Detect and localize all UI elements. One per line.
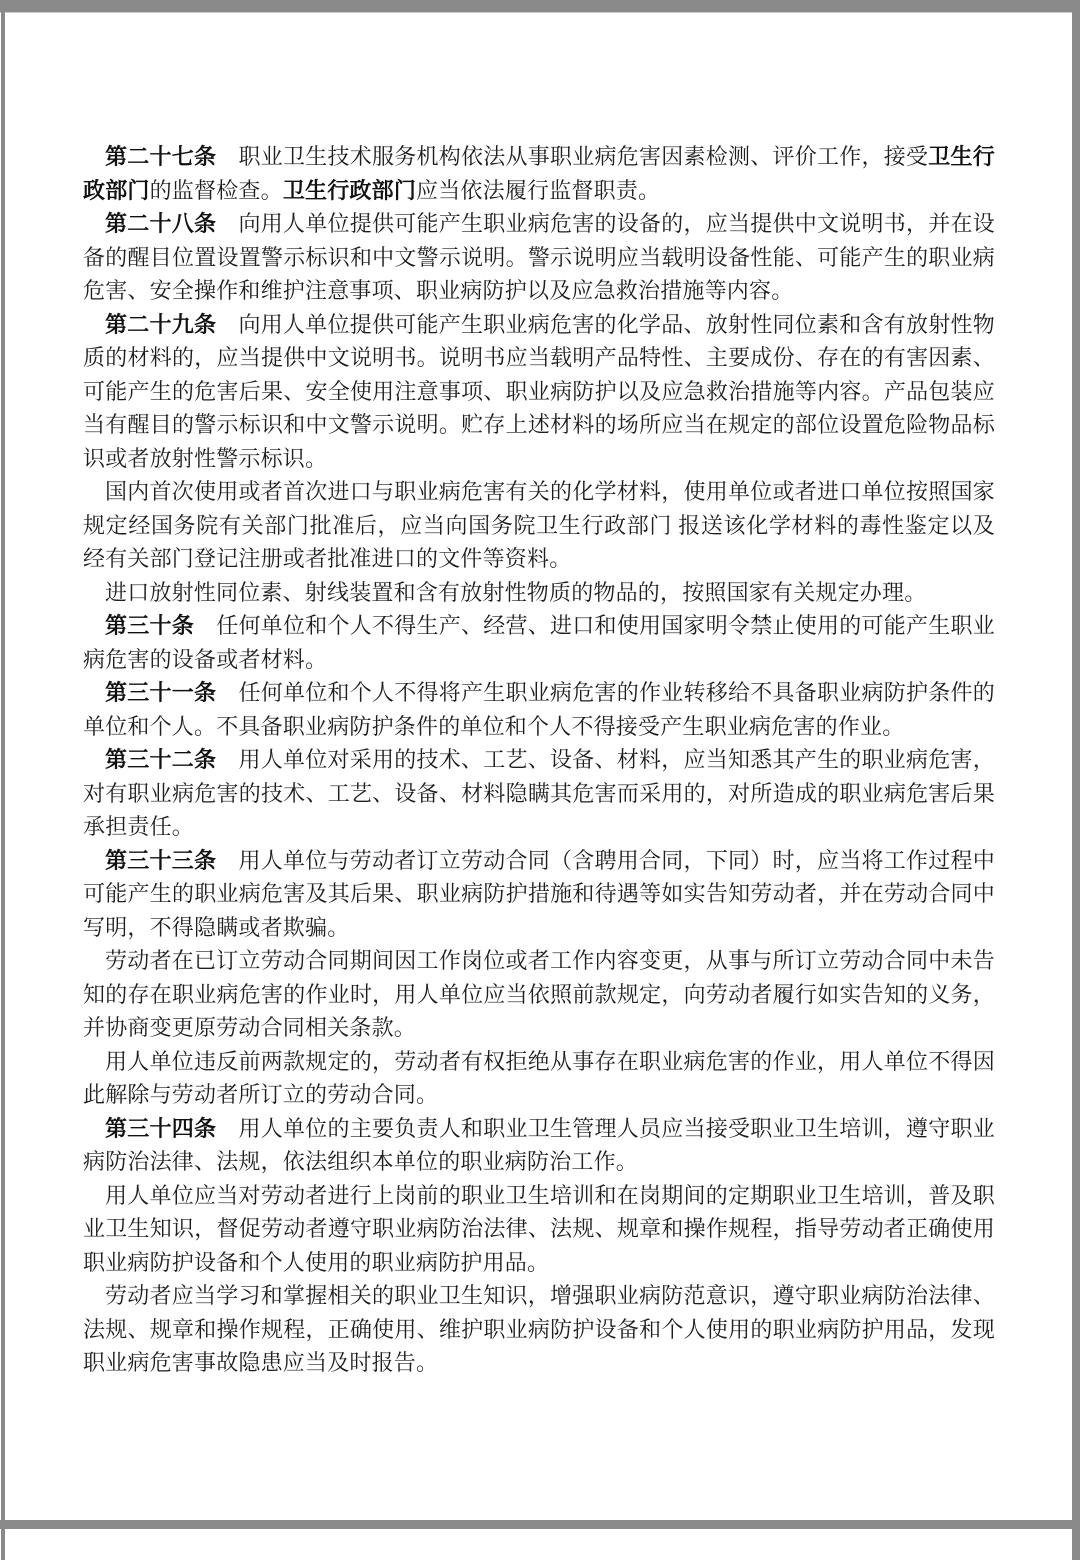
article-number: 第二十八条	[105, 211, 217, 236]
article-number: 第二十七条	[105, 144, 217, 169]
text-segment: 应当依法履行监督职责。	[416, 177, 661, 203]
text-segment: 用人单位与劳动者订立劳动合同（含聘用合同，下同）时，应当将工作过程中可能产生的职业病危害及其后果、职业病防护措施和待遇等如实告知劳动者，并在劳动合同中写明，不得隐瞒或者欺骗。	[83, 847, 995, 940]
text-segment: 向用人单位提供可能产生职业病危害的设备的，应当提供中文说明书，并在设备的醒目位置设置警示标识和中文警示说明。警示说明应当载明设备性能、可能产生的职业病危害、安全操作和维护注意事项、职业病防护以及应急救治措施等内容。	[83, 211, 995, 303]
article-number: 第三十二条	[105, 747, 217, 772]
article-28-paragraph	[83, 207, 995, 308]
text-segment: 国内首次使用或者首次进口与职业病危害有关的化学材料，使用单位或者进口单位按照国家规定经国务院有关部门批准后，应当向国务院卫生行政部门 报送该化学材料的毒性鉴定以及经有关部门登记注册或者批准进口的文件等资料。	[83, 479, 995, 571]
text-segment: 用人单位的主要负责人和职业卫生管理人员应当接受职业卫生培训，遵守职业病防治法律、法规，依法组织本单位的职业病防治工作。	[83, 1115, 995, 1174]
article-number: 第三十一条	[105, 680, 217, 705]
article-number: 第三十四条	[105, 1115, 217, 1141]
text-segment: 的监督检查。	[149, 177, 283, 203]
article-29-clause-2-paragraph	[83, 475, 995, 576]
article-number: 第二十九条	[105, 311, 217, 337]
text-block	[83, 140, 995, 1380]
text-segment: 用人单位应当对劳动者进行上岗前的职业卫生培训和在岗期间的定期职业卫生培训，普及职业卫生知识，督促劳动者遵守职业病防治法律、法规、规章和操作规程，指导劳动者正确使用职业病防护设备和个人使用的职业病防护用品。	[83, 1182, 995, 1275]
text-segment: 用人单位对采用的技术、工艺、设备、材料，应当知悉其产生的职业病危害，对有职业病危害的技术、工艺、设备、材料隐瞒其危害而采用的，对所造成的职业病危害后果承担责任。	[83, 747, 995, 839]
article-27-paragraph	[83, 140, 995, 207]
bold-term: 卫生行政部门	[282, 177, 417, 203]
article-30-paragraph	[83, 609, 995, 676]
page-edge-right	[1072, 12, 1080, 1560]
text-segment: 职业卫生技术服务机构依法从事职业病危害因素检测、评价工作，接受	[216, 144, 929, 169]
next-page-top	[5, 1529, 1072, 1560]
bold-term: 卫生行政部门	[83, 144, 995, 203]
page-edge-left	[1, 12, 5, 1560]
text-segment: 用人单位违反前两款规定的，劳动者有权拒绝从事存在职业病危害的作业，用人单位不得因此解除与劳动者所订立的劳动合同。	[83, 1048, 995, 1107]
article-33-paragraph	[83, 844, 995, 945]
viewer-top-bar	[0, 0, 1080, 12]
document-page	[5, 12, 1072, 1520]
article-number: 第三十三条	[105, 847, 217, 873]
article-number: 第三十条	[105, 613, 195, 638]
article-33-clause-2-paragraph	[83, 944, 995, 1045]
article-29-paragraph	[83, 308, 995, 476]
article-32-paragraph	[83, 743, 995, 844]
text-segment: 劳动者应当学习和掌握相关的职业卫生知识，增强职业病防范意识，遵守职业病防治法律、法规、规章和操作规程，正确使用、维护职业病防护设备和个人使用的职业病防护用品，发现职业病危害事故隐患应当及时报告。	[83, 1283, 995, 1375]
article-34-paragraph	[83, 1112, 995, 1179]
text-segment: 劳动者在已订立劳动合同期间因工作岗位或者工作内容变更，从事与所订立劳动合同中未告知的存在职业病危害的作业时，用人单位应当依照前款规定，向劳动者履行如实告知的义务，并协商变更原劳动合同相关条款。	[83, 948, 995, 1040]
article-29-clause-3-paragraph	[83, 576, 995, 610]
page-separator	[0, 1520, 1080, 1529]
article-31-paragraph	[83, 676, 995, 743]
text-segment: 进口放射性同位素、射线装置和含有放射性物质的物品的，按照国家有关规定办理。	[105, 579, 927, 605]
article-33-clause-3-paragraph	[83, 1045, 995, 1112]
text-segment: 任何单位和个人不得生产、经营、进口和使用国家明令禁止使用的可能产生职业病危害的设备或者材料。	[83, 613, 995, 672]
article-34-clause-2-paragraph	[83, 1179, 995, 1280]
article-34-clause-3-paragraph	[83, 1279, 995, 1380]
text-segment: 任何单位和个人不得将产生职业病危害的作业转移给不具备职业病防护条件的单位和个人。不具备职业病防护条件的单位和个人不得接受产生职业病危害的作业。	[83, 680, 995, 739]
text-segment: 向用人单位提供可能产生职业病危害的化学品、放射性同位素和含有放射性物质的材料的，应当提供中文说明书。说明书应当载明产品特性、主要成份、存在的有害因素、可能产生的危害后果、安全使用注意事项、职业病防护以及应急救治措施等内容。产品包装应当有醒目的警示标识和中文警示说明。贮存上述材料的场所应当在规定的部位设置危险物品标识或者放射性警示标识。	[83, 311, 995, 471]
